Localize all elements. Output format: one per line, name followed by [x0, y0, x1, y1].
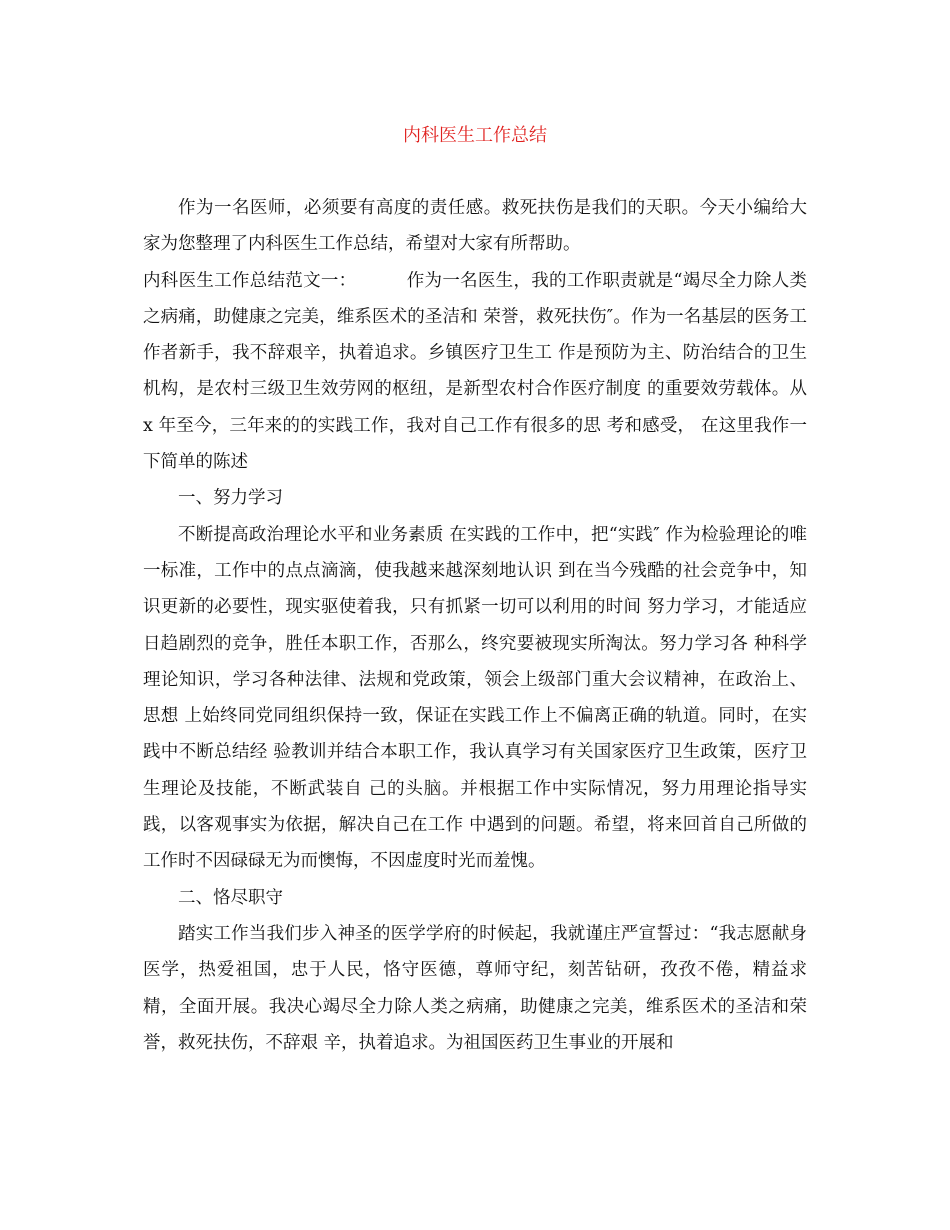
sample-label: 内科医生工作总结范文一： — [143, 270, 357, 291]
section-heading-study: 一、努力学习 — [178, 488, 283, 509]
section-paragraph-duty: 踏实工作当我们步入神圣的医学学府的时候起，我就谨庄严宣誓过：“我志愿献身医学，热爱祖国，忠于人民，恪守医德，尊师守纪，刻苦钻研，孜孜不倦，精益求精，全面开展。我决心竭尽全力除人类之病痛，助健康之完美，维系医术的圣洁和荣誉，救死扶伤，不辞艰 辛，执着追求。为祖国医药卫生事业的开展和 — [143, 923, 807, 1053]
document-title: 内科医生工作总结 — [403, 125, 547, 146]
sample-text: 作为一名医生，我的工作职责就是“竭尽全力除人类之病痛，助健康之完美，维系医术的圣洁和 荣誉，救死扶伤″。作为一名基层的医务工作者新手，我不辞艰辛，执着追求。乡镇医疗卫生工 作是预防为主、防治结合的卫生机构，是农村三级卫生效劳网的枢纽，是新型农村合作医疗制度 的重要效劳载体。从 x 年至今，三年来的的实践工作，我对自己工作有很多的思 考和感受， 在这里我作一下简单的陈述 — [143, 270, 808, 473]
intro-paragraph: 作为一名医师，必须要有高度的责任感。救死扶伤是我们的天职。今天小编给大家为您整理了内科医生工作总结，希望对大家有所帮助。 — [143, 198, 807, 255]
document-body — [143, 190, 807, 1061]
section-paragraph-study: 不断提高政治理论水平和业务素质 在实践的工作中，把“实践″ 作为检验理论的唯一标准，工作中的点点滴滴，使我越来越深刻地认识 到在当今残酷的社会竞争中，知识更新的必要性，现实驱使着我，只有抓紧一切可以利用的时间 努力学习，才能适应日趋剧烈的竞争，胜任本职工作，否那么，终究要被现实所淘汰。努力学习各 种科学理论知识，学习各种法律、法规和党政策，领会上级部门重大会议精神，在政治上、思想 上始终同党同组织保持一致，保证在实践工作上不偏离正确的轨道。同时，在实践中不断总结经 验教训并结合本职工作，我认真学习有关国家医疗卫生政策，医疗卫生理论及技能，不断武装自 己的头脑。并根据工作中实际情况，努力用理论指导实践，以客观事实为依据，解决自己在工作 中遇到的问题。希望，将来回首自己所做的工作时不因碌碌无为而懊悔，不因虚度时光而羞愧。 — [143, 524, 807, 872]
section-heading-duty: 二、恪尽职守 — [178, 887, 283, 908]
sample-paragraph — [143, 263, 807, 481]
